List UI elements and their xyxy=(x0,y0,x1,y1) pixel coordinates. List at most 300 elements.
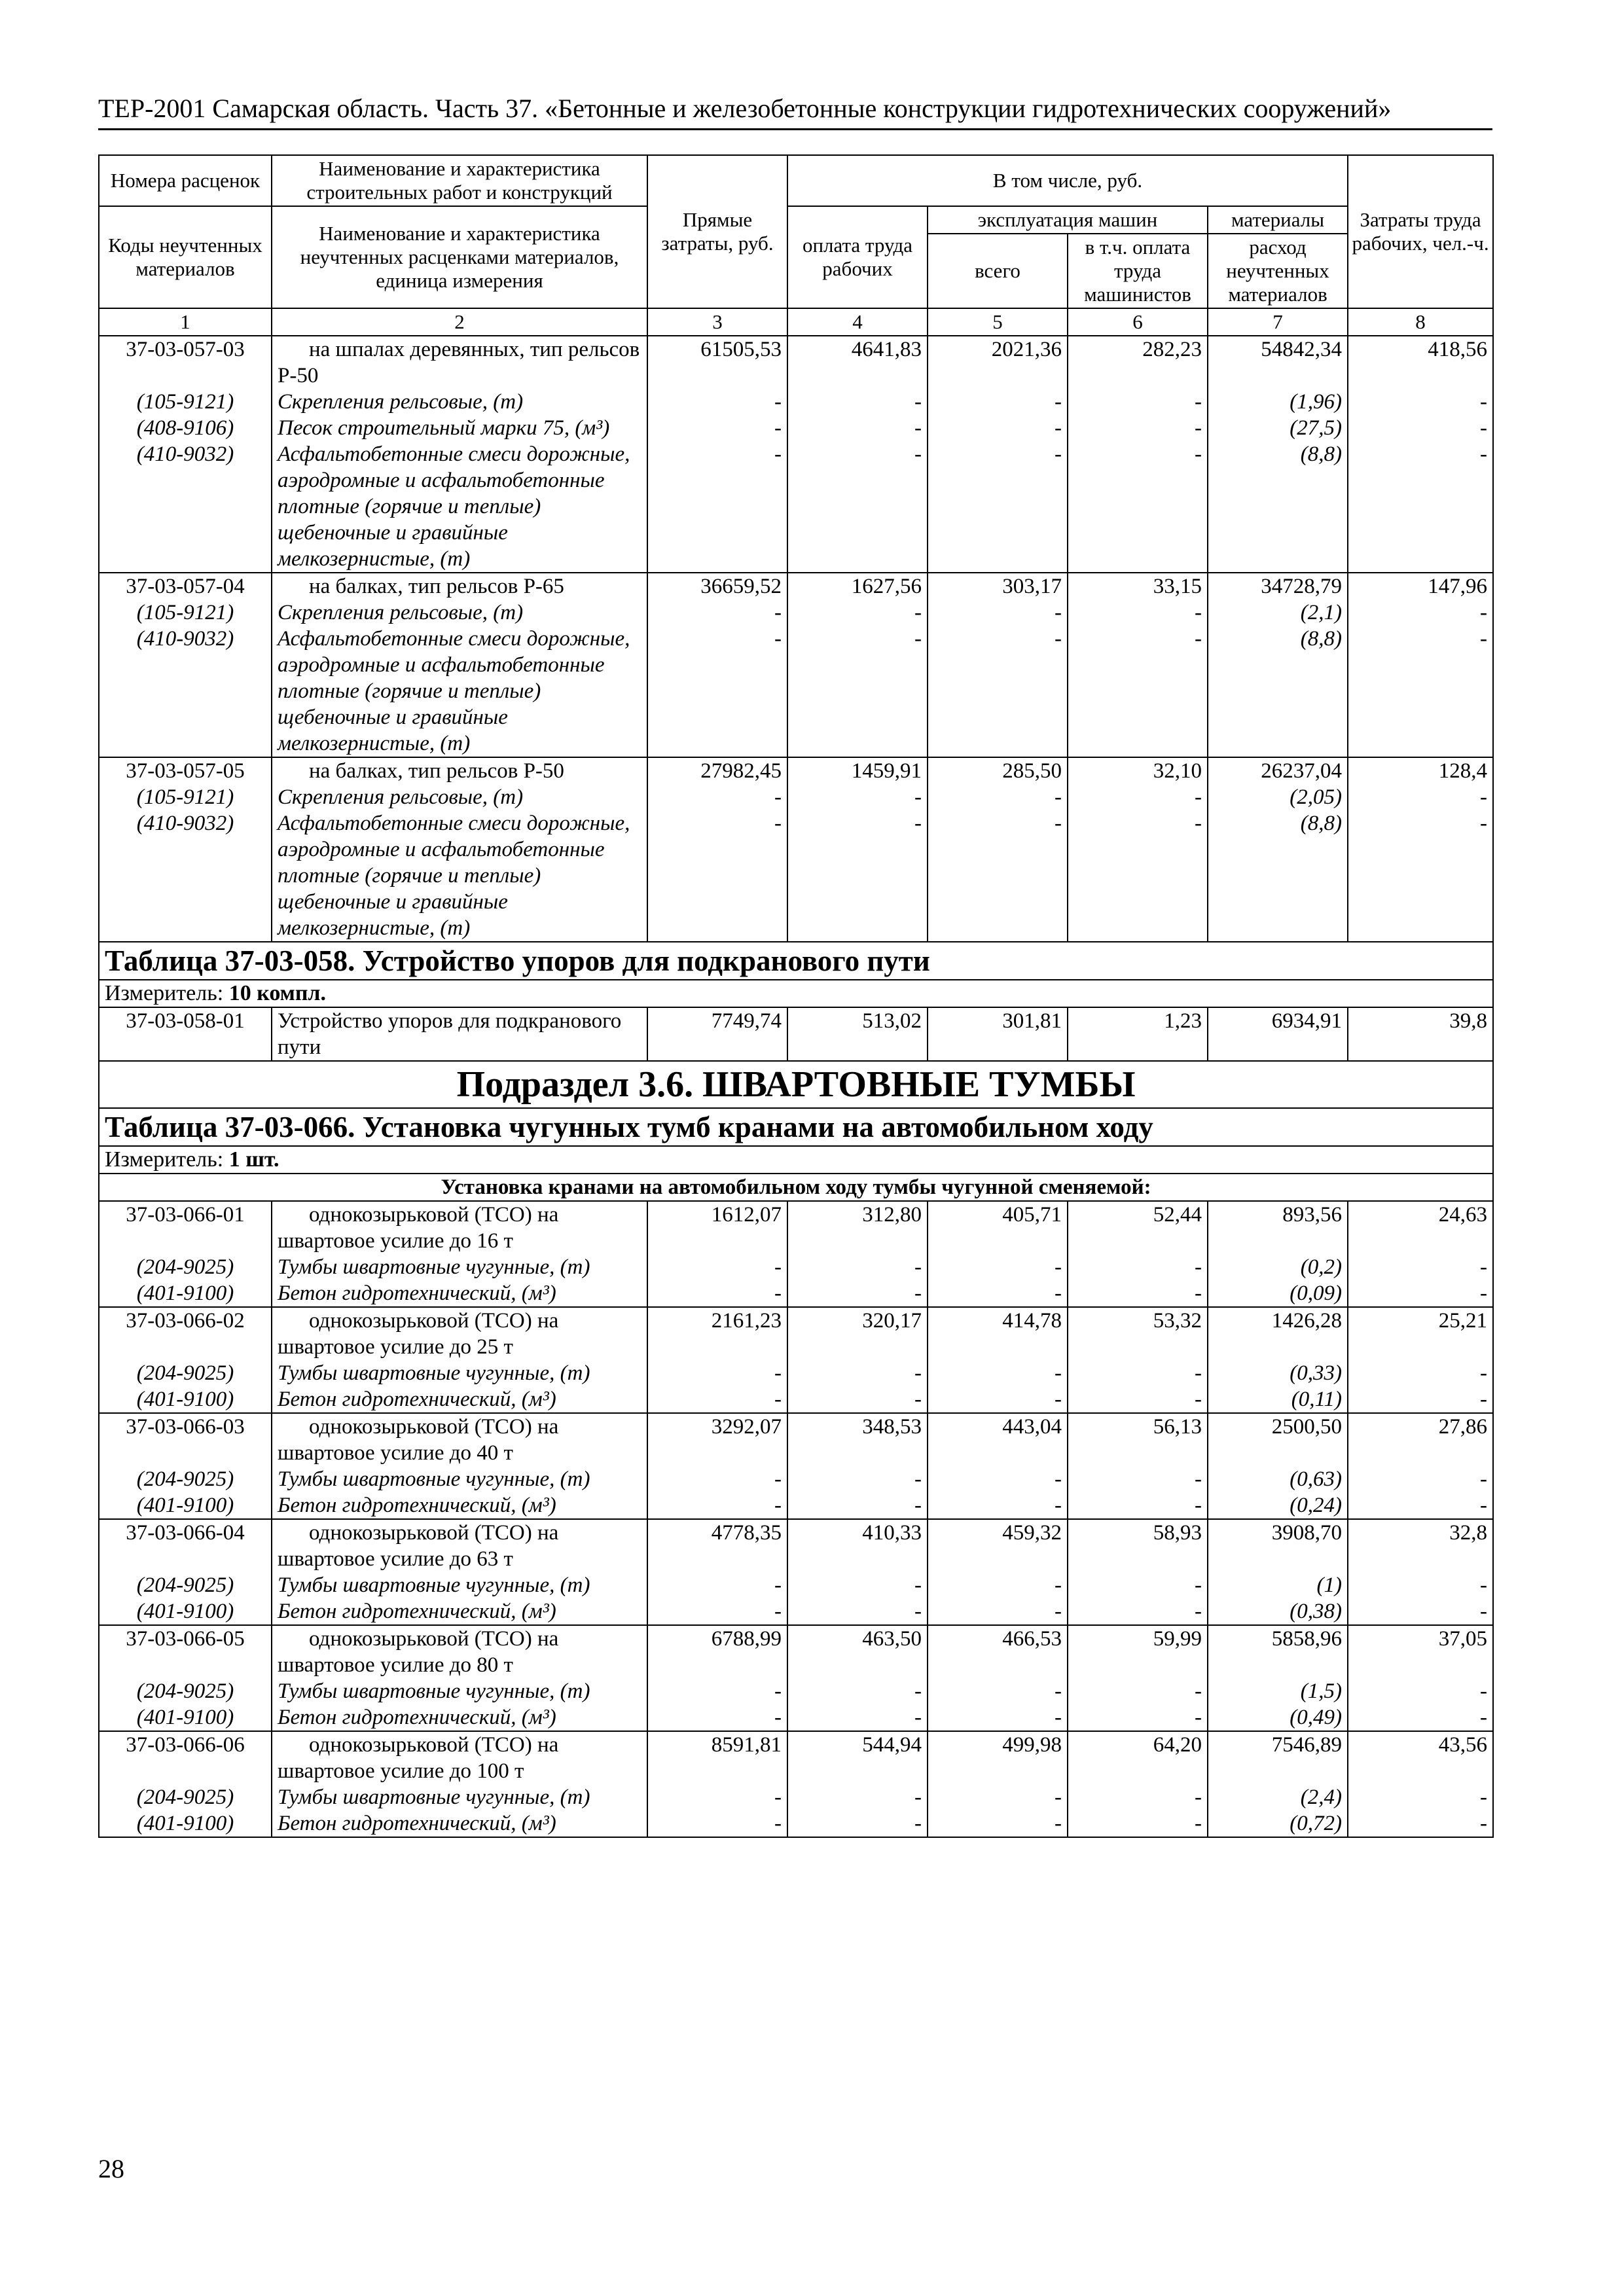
material-c5: - xyxy=(928,1704,1068,1731)
rate-row xyxy=(99,757,1493,784)
material-name: Асфальтобетонные смеси дорожные, аэродромные и асфальтобетонные плотные (горячие и теплые) щебеночные и гравийные мелкозернистые, (т) xyxy=(272,810,647,942)
material-code: (408-9106) xyxy=(99,415,272,441)
material-c6: - xyxy=(1068,1360,1208,1386)
material-quantity: (0,09) xyxy=(1208,1280,1348,1307)
material-name: Песок строительный марки 75, (м³) xyxy=(272,415,647,441)
material-code: (401-9100) xyxy=(99,1280,272,1307)
material-c3: - xyxy=(647,1784,787,1810)
material-c4: - xyxy=(787,1704,928,1731)
column-numbers-row xyxy=(99,308,1493,336)
direct-cost: 4778,35 xyxy=(647,1519,787,1572)
labor-hours: 39,8 xyxy=(1348,1007,1493,1061)
material-c8: - xyxy=(1348,1598,1493,1625)
material-c8: - xyxy=(1348,1360,1493,1386)
labor-cost: 320,17 xyxy=(787,1307,928,1360)
t066-title xyxy=(99,1108,1493,1146)
material-c4: - xyxy=(787,1466,928,1492)
materials-cost: 34728,79 xyxy=(1208,573,1348,600)
material-c8: - xyxy=(1348,1492,1493,1519)
material-c5: - xyxy=(928,810,1068,942)
t058-title-text: Таблица 37-03-058. Устройство упоров для подкранового пути xyxy=(105,944,930,977)
labor-cost: 463,50 xyxy=(787,1625,928,1678)
material-row xyxy=(99,1678,1493,1704)
material-c4: - xyxy=(787,1492,928,1519)
t058-measure-value: 10 компл. xyxy=(228,981,327,1005)
material-code: (401-9100) xyxy=(99,1704,272,1731)
subsection-title-row xyxy=(99,1061,1493,1108)
t058-measure-row xyxy=(99,980,1493,1007)
t066-group-header-row xyxy=(99,1174,1493,1201)
material-c3: - xyxy=(647,1254,787,1280)
rate-code: 37-03-066-01 xyxy=(99,1201,272,1254)
material-row xyxy=(99,1466,1493,1492)
material-name: Асфальтобетонные смеси дорожные, аэродромные и асфальтобетонные плотные (горячие и теплые) щебеночные и гравийные мелкозернистые, (т) xyxy=(272,626,647,757)
t066-measure-value: 1 шт. xyxy=(228,1147,280,1172)
material-c6: - xyxy=(1068,626,1208,757)
materials-cost: 6934,91 xyxy=(1208,1007,1348,1061)
col-num-7: 7 xyxy=(1208,308,1348,336)
material-quantity: (1,96) xyxy=(1208,389,1348,415)
rate-code: 37-03-057-05 xyxy=(99,757,272,784)
material-quantity: (2,4) xyxy=(1208,1784,1348,1810)
material-c3: - xyxy=(647,1704,787,1731)
material-c3: - xyxy=(647,600,787,626)
labor-hours: 24,63 xyxy=(1348,1201,1493,1254)
material-c6: - xyxy=(1068,1598,1208,1625)
material-c3: - xyxy=(647,1386,787,1413)
material-row xyxy=(99,441,1493,573)
machine-cost: 405,71 xyxy=(928,1201,1068,1254)
material-name: Тумбы швартовные чугунные, (т) xyxy=(272,1254,647,1280)
material-code: (204-9025) xyxy=(99,1784,272,1810)
material-c3: - xyxy=(647,810,787,942)
rate-row xyxy=(99,1201,1493,1254)
labor-cost: 1459,91 xyxy=(787,757,928,784)
machine-cost: 303,17 xyxy=(928,573,1068,600)
labor-hours: 128,4 xyxy=(1348,757,1493,784)
material-row xyxy=(99,810,1493,942)
material-c5: - xyxy=(928,784,1068,810)
rate-name: однокозырьковой (ТСО) на швартовое усилие до 80 т xyxy=(272,1625,647,1678)
header-row-2 xyxy=(99,206,1493,234)
rate-row xyxy=(99,1413,1493,1466)
rate-name: однокозырьковой (ТСО) на швартовое усилие до 16 т xyxy=(272,1201,647,1254)
material-c6: - xyxy=(1068,810,1208,942)
material-code: (401-9100) xyxy=(99,1598,272,1625)
material-c5: - xyxy=(928,1678,1068,1704)
machinist-labor-cost: 282,23 xyxy=(1068,336,1208,389)
direct-cost: 3292,07 xyxy=(647,1413,787,1466)
material-c4: - xyxy=(787,1598,928,1625)
material-c6: - xyxy=(1068,1280,1208,1307)
materials-cost: 5858,96 xyxy=(1208,1625,1348,1678)
material-c8: - xyxy=(1348,600,1493,626)
t066-group-text: Установка кранами на автомобильном ходу тумбы чугунной сменяемой: xyxy=(441,1175,1151,1199)
machine-cost: 466,53 xyxy=(928,1625,1068,1678)
material-c5: - xyxy=(928,600,1068,626)
material-c5: - xyxy=(928,1492,1068,1519)
machinist-labor-cost: 1,23 xyxy=(1068,1007,1208,1061)
material-c8: - xyxy=(1348,1704,1493,1731)
rate-name: однокозырьковой (ТСО) на швартовое усилие до 25 т xyxy=(272,1307,647,1360)
labor-cost: 410,33 xyxy=(787,1519,928,1572)
material-c3: - xyxy=(647,1572,787,1598)
machine-cost: 443,04 xyxy=(928,1413,1068,1466)
material-quantity: (0,38) xyxy=(1208,1598,1348,1625)
col6-header: в т.ч. оплата труда машинистов xyxy=(1068,234,1208,308)
material-c6: - xyxy=(1068,441,1208,573)
col2-header-top: Наименование и характеристика строительных работ и конструкций xyxy=(272,155,647,206)
machinist-labor-cost: 59,99 xyxy=(1068,1625,1208,1678)
rates-table xyxy=(98,154,1494,1838)
labor-cost: 1627,56 xyxy=(787,573,928,600)
t066-measure-label: Измеритель: xyxy=(105,1147,224,1172)
material-code: (410-9032) xyxy=(99,441,272,573)
material-c8: - xyxy=(1348,1678,1493,1704)
rate-name: Устройство упоров для подкранового пути xyxy=(272,1007,647,1061)
material-c8: - xyxy=(1348,1466,1493,1492)
material-c4: - xyxy=(787,1360,928,1386)
material-c8: - xyxy=(1348,784,1493,810)
direct-cost: 7749,74 xyxy=(647,1007,787,1061)
material-row xyxy=(99,1704,1493,1731)
material-c4: - xyxy=(787,626,928,757)
materials-cost: 54842,34 xyxy=(1208,336,1348,389)
materials-cost: 26237,04 xyxy=(1208,757,1348,784)
incl-header: В том числе, руб. xyxy=(787,155,1348,206)
labor-hours: 25,21 xyxy=(1348,1307,1493,1360)
material-name: Бетон гидротехнический, (м³) xyxy=(272,1810,647,1837)
col3-header: Прямые затраты, руб. xyxy=(647,155,787,308)
col4-header: оплата труда рабочих xyxy=(787,206,928,308)
material-c4: - xyxy=(787,1386,928,1413)
material-c4: - xyxy=(787,1678,928,1704)
t066-title-text: Таблица 37-03-066. Установка чугунных тумб кранами на автомобильном ходу xyxy=(105,1111,1153,1143)
material-c5: - xyxy=(928,1572,1068,1598)
material-c5: - xyxy=(928,626,1068,757)
material-quantity: (1,5) xyxy=(1208,1678,1348,1704)
material-c8: - xyxy=(1348,1386,1493,1413)
material-code: (204-9025) xyxy=(99,1466,272,1492)
material-name: Скрепления рельсовые, (т) xyxy=(272,784,647,810)
material-c5: - xyxy=(928,1466,1068,1492)
rate-row xyxy=(99,1519,1493,1572)
col1-header-top: Номера расценок xyxy=(99,155,272,206)
rate-name: на шпалах деревянных, тип рельсов Р-50 xyxy=(272,336,647,389)
material-name: Тумбы швартовные чугунные, (т) xyxy=(272,1572,647,1598)
material-c3: - xyxy=(647,784,787,810)
labor-cost: 312,80 xyxy=(787,1201,928,1254)
t066-measure-row xyxy=(99,1146,1493,1174)
material-code: (204-9025) xyxy=(99,1360,272,1386)
material-c5: - xyxy=(928,1784,1068,1810)
material-row xyxy=(99,784,1493,810)
machinist-labor-cost: 52,44 xyxy=(1068,1201,1208,1254)
material-c6: - xyxy=(1068,389,1208,415)
material-quantity: (1) xyxy=(1208,1572,1348,1598)
page-number: 28 xyxy=(98,2154,124,2183)
material-c8: - xyxy=(1348,415,1493,441)
material-name: Скрепления рельсовые, (т) xyxy=(272,600,647,626)
material-c4: - xyxy=(787,1280,928,1307)
material-quantity: (8,8) xyxy=(1208,441,1348,573)
material-c3: - xyxy=(647,1678,787,1704)
material-c6: - xyxy=(1068,1572,1208,1598)
col5-header: всего xyxy=(928,234,1068,308)
material-c6: - xyxy=(1068,1492,1208,1519)
rate-row xyxy=(99,1007,1493,1061)
material-row xyxy=(99,1254,1493,1280)
col-num-2: 2 xyxy=(272,308,647,336)
machinist-labor-cost: 53,32 xyxy=(1068,1307,1208,1360)
material-c6: - xyxy=(1068,600,1208,626)
material-c8: - xyxy=(1348,1254,1493,1280)
material-c3: - xyxy=(647,415,787,441)
col-num-3: 3 xyxy=(647,308,787,336)
material-c6: - xyxy=(1068,415,1208,441)
direct-cost: 61505,53 xyxy=(647,336,787,389)
col7-header: расход неучтенных материалов xyxy=(1208,234,1348,308)
materials-cost: 7546,89 xyxy=(1208,1731,1348,1784)
labor-hours: 27,86 xyxy=(1348,1413,1493,1466)
material-c4: - xyxy=(787,810,928,942)
material-c6: - xyxy=(1068,1678,1208,1704)
material-c4: - xyxy=(787,1572,928,1598)
material-quantity: (0,24) xyxy=(1208,1492,1348,1519)
material-name: Бетон гидротехнический, (м³) xyxy=(272,1492,647,1519)
material-code: (204-9025) xyxy=(99,1254,272,1280)
material-code: (401-9100) xyxy=(99,1492,272,1519)
materials-cost: 3908,70 xyxy=(1208,1519,1348,1572)
material-name: Бетон гидротехнический, (м³) xyxy=(272,1598,647,1625)
materials-cost: 1426,28 xyxy=(1208,1307,1348,1360)
labor-hours: 418,56 xyxy=(1348,336,1493,389)
direct-cost: 8591,81 xyxy=(647,1731,787,1784)
material-c8: - xyxy=(1348,441,1493,573)
material-code: (410-9032) xyxy=(99,626,272,757)
material-code: (105-9121) xyxy=(99,600,272,626)
material-quantity: (27,5) xyxy=(1208,415,1348,441)
machine-cost: 301,81 xyxy=(928,1007,1068,1061)
machinist-labor-cost: 58,93 xyxy=(1068,1519,1208,1572)
subsection-title-text: Подраздел 3.6. ШВАРТОВНЫЕ ТУМБЫ xyxy=(456,1064,1136,1105)
material-c8: - xyxy=(1348,1280,1493,1307)
col-num-5: 5 xyxy=(928,308,1068,336)
material-c6: - xyxy=(1068,1254,1208,1280)
col-num-1: 1 xyxy=(99,308,272,336)
material-code: (410-9032) xyxy=(99,810,272,942)
material-quantity: (2,1) xyxy=(1208,600,1348,626)
material-c4: - xyxy=(787,600,928,626)
material-row xyxy=(99,389,1493,415)
material-row xyxy=(99,415,1493,441)
rate-code: 37-03-058-01 xyxy=(99,1007,272,1061)
t058-measure xyxy=(99,980,1493,1007)
material-c8: - xyxy=(1348,626,1493,757)
material-c4: - xyxy=(787,1810,928,1837)
material-c6: - xyxy=(1068,784,1208,810)
material-quantity: (2,05) xyxy=(1208,784,1348,810)
material-c8: - xyxy=(1348,1784,1493,1810)
material-name: Тумбы швартовные чугунные, (т) xyxy=(272,1466,647,1492)
subsection-title xyxy=(99,1061,1493,1108)
col8-header: Затраты труда рабочих, чел.-ч. xyxy=(1348,155,1493,308)
material-c4: - xyxy=(787,784,928,810)
rate-row xyxy=(99,1731,1493,1784)
material-c3: - xyxy=(647,1360,787,1386)
rate-code: 37-03-066-04 xyxy=(99,1519,272,1572)
material-quantity: (0,2) xyxy=(1208,1254,1348,1280)
materials-cost: 2500,50 xyxy=(1208,1413,1348,1466)
rate-code: 37-03-057-03 xyxy=(99,336,272,389)
rate-name: на балках, тип рельсов Р-65 xyxy=(272,573,647,600)
rate-name: однокозырьковой (ТСО) на швартовое усилие до 100 т xyxy=(272,1731,647,1784)
t058-title xyxy=(99,942,1493,980)
machine-cost: 459,32 xyxy=(928,1519,1068,1572)
machinist-labor-cost: 56,13 xyxy=(1068,1413,1208,1466)
material-c3: - xyxy=(647,1492,787,1519)
material-name: Тумбы швартовные чугунные, (т) xyxy=(272,1678,647,1704)
material-c8: - xyxy=(1348,1810,1493,1837)
rate-row xyxy=(99,336,1493,389)
material-name: Бетон гидротехнический, (м³) xyxy=(272,1280,647,1307)
material-c3: - xyxy=(647,1810,787,1837)
rate-name: однокозырьковой (ТСО) на швартовое усилие до 40 т xyxy=(272,1413,647,1466)
material-c5: - xyxy=(928,1254,1068,1280)
material-row xyxy=(99,626,1493,757)
material-quantity: (0,49) xyxy=(1208,1704,1348,1731)
material-row xyxy=(99,1360,1493,1386)
t058-measure-label: Измеритель: xyxy=(105,981,224,1005)
material-c4: - xyxy=(787,1784,928,1810)
col-num-4: 4 xyxy=(787,308,928,336)
col1-header-bottom: Коды неучтенных материалов xyxy=(99,206,272,308)
t058-title-row xyxy=(99,942,1493,980)
page-header: ТЕР-2001 Самарская область. Часть 37. «Бетонные и железобетонные конструкции гидротехнических сооружений» xyxy=(98,93,1492,130)
material-row xyxy=(99,1492,1493,1519)
header-row-1 xyxy=(99,155,1493,206)
material-c3: - xyxy=(647,626,787,757)
material-name: Тумбы швартовные чугунные, (т) xyxy=(272,1360,647,1386)
machine-cost: 499,98 xyxy=(928,1731,1068,1784)
labor-hours: 32,8 xyxy=(1348,1519,1493,1572)
material-c3: - xyxy=(647,389,787,415)
material-row xyxy=(99,1280,1493,1307)
material-quantity: (8,8) xyxy=(1208,810,1348,942)
material-c5: - xyxy=(928,441,1068,573)
material-c5: - xyxy=(928,1360,1068,1386)
material-quantity: (0,11) xyxy=(1208,1386,1348,1413)
material-c6: - xyxy=(1068,1810,1208,1837)
material-c3: - xyxy=(647,441,787,573)
rate-name: однокозырьковой (ТСО) на швартовое усилие до 63 т xyxy=(272,1519,647,1572)
material-quantity: (0,33) xyxy=(1208,1360,1348,1386)
machinist-labor-cost: 32,10 xyxy=(1068,757,1208,784)
material-name: Бетон гидротехнический, (м³) xyxy=(272,1386,647,1413)
material-c6: - xyxy=(1068,1386,1208,1413)
t066-measure xyxy=(99,1146,1493,1174)
material-code: (105-9121) xyxy=(99,784,272,810)
material-row xyxy=(99,600,1493,626)
direct-cost: 27982,45 xyxy=(647,757,787,784)
material-name: Бетон гидротехнический, (м³) xyxy=(272,1704,647,1731)
material-quantity: (8,8) xyxy=(1208,626,1348,757)
material-c3: - xyxy=(647,1598,787,1625)
rate-code: 37-03-066-06 xyxy=(99,1731,272,1784)
direct-cost: 6788,99 xyxy=(647,1625,787,1678)
labor-hours: 147,96 xyxy=(1348,573,1493,600)
machines-header: эксплуатация машин xyxy=(928,206,1208,234)
material-c4: - xyxy=(787,389,928,415)
material-c5: - xyxy=(928,1810,1068,1837)
material-quantity: (0,72) xyxy=(1208,1810,1348,1837)
machine-cost: 2021,36 xyxy=(928,336,1068,389)
material-row xyxy=(99,1784,1493,1810)
material-code: (401-9100) xyxy=(99,1810,272,1837)
col2-header-bottom: Наименование и характеристика неучтенных расценками материалов, единица измерения xyxy=(272,206,647,308)
material-code: (204-9025) xyxy=(99,1678,272,1704)
material-c8: - xyxy=(1348,389,1493,415)
labor-hours: 43,56 xyxy=(1348,1731,1493,1784)
material-name: Скрепления рельсовые, (т) xyxy=(272,389,647,415)
material-c5: - xyxy=(928,1386,1068,1413)
labor-cost: 544,94 xyxy=(787,1731,928,1784)
material-row xyxy=(99,1598,1493,1625)
material-c5: - xyxy=(928,1280,1068,1307)
material-c8: - xyxy=(1348,810,1493,942)
machine-cost: 285,50 xyxy=(928,757,1068,784)
rate-code: 37-03-066-03 xyxy=(99,1413,272,1466)
rate-code: 37-03-066-05 xyxy=(99,1625,272,1678)
col-num-6: 6 xyxy=(1068,308,1208,336)
rate-row xyxy=(99,573,1493,600)
machine-cost: 414,78 xyxy=(928,1307,1068,1360)
materials-cost: 893,56 xyxy=(1208,1201,1348,1254)
material-c5: - xyxy=(928,1598,1068,1625)
rate-code: 37-03-057-04 xyxy=(99,573,272,600)
material-c4: - xyxy=(787,1254,928,1280)
material-name: Асфальтобетонные смеси дорожные, аэродромные и асфальтобетонные плотные (горячие и теплые) щебеночные и гравийные мелкозернистые, (т) xyxy=(272,441,647,573)
col-num-8: 8 xyxy=(1348,308,1493,336)
labor-cost: 348,53 xyxy=(787,1413,928,1466)
rate-code: 37-03-066-02 xyxy=(99,1307,272,1360)
material-code: (204-9025) xyxy=(99,1572,272,1598)
material-quantity: (0,63) xyxy=(1208,1466,1348,1492)
rate-name: на балках, тип рельсов Р-50 xyxy=(272,757,647,784)
material-c8: - xyxy=(1348,1572,1493,1598)
material-row xyxy=(99,1810,1493,1837)
material-c6: - xyxy=(1068,1784,1208,1810)
material-row xyxy=(99,1386,1493,1413)
material-row xyxy=(99,1572,1493,1598)
material-code: (105-9121) xyxy=(99,389,272,415)
machinist-labor-cost: 64,20 xyxy=(1068,1731,1208,1784)
material-c5: - xyxy=(928,415,1068,441)
labor-cost: 513,02 xyxy=(787,1007,928,1061)
material-c6: - xyxy=(1068,1466,1208,1492)
machinist-labor-cost: 33,15 xyxy=(1068,573,1208,600)
direct-cost: 1612,07 xyxy=(647,1201,787,1254)
material-c4: - xyxy=(787,415,928,441)
material-c4: - xyxy=(787,441,928,573)
labor-cost: 4641,83 xyxy=(787,336,928,389)
t066-group-header xyxy=(99,1174,1493,1201)
material-c5: - xyxy=(928,389,1068,415)
direct-cost: 36659,52 xyxy=(647,573,787,600)
materials-header: материалы xyxy=(1208,206,1348,234)
direct-cost: 2161,23 xyxy=(647,1307,787,1360)
rate-row xyxy=(99,1625,1493,1678)
